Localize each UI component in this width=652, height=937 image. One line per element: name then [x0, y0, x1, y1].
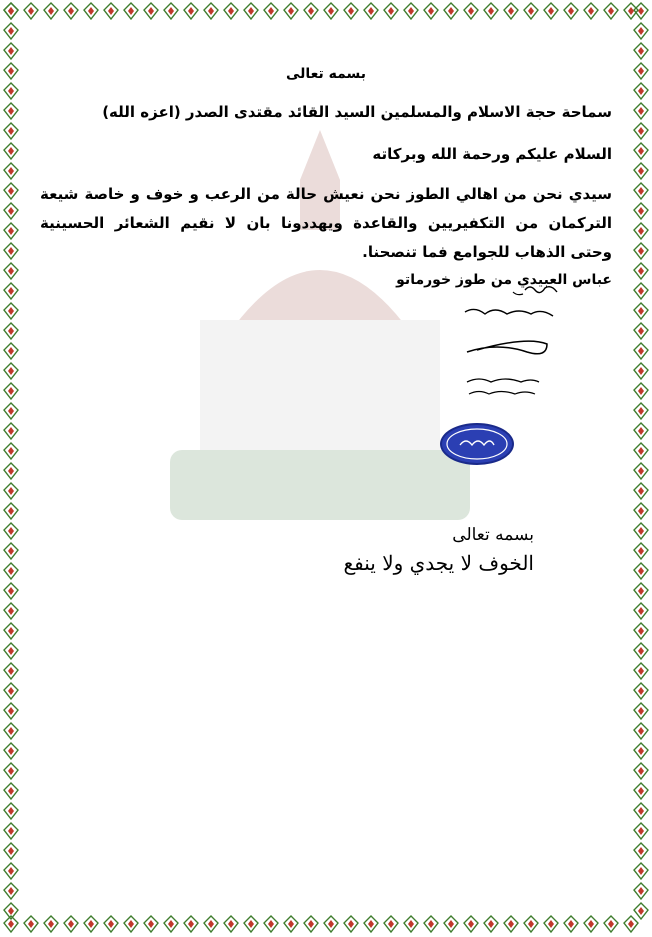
- border-ornament: [2, 302, 20, 320]
- border-ornament: [122, 915, 140, 933]
- border-ornament: [262, 2, 280, 20]
- border-ornament: [242, 2, 260, 20]
- border-ornament: [632, 402, 650, 420]
- border-ornament: [102, 2, 120, 20]
- border-ornament: [302, 915, 320, 933]
- addressee-line: سماحة حجة الاسلام والمسلمين السيد القائد مقتدى الصدر (اعزه الله): [102, 103, 612, 121]
- border-ornament: [582, 2, 600, 20]
- border-ornament: [632, 442, 650, 460]
- right-border: [630, 0, 652, 935]
- bottom-border: [0, 913, 652, 935]
- border-ornament: [2, 682, 20, 700]
- border-ornament: [142, 915, 160, 933]
- border-ornament: [2, 502, 20, 520]
- border-ornament: [242, 915, 260, 933]
- border-ornament: [282, 915, 300, 933]
- border-ornament: [322, 915, 340, 933]
- border-ornament: [2, 602, 20, 620]
- border-ornament: [2, 862, 20, 880]
- border-ornament: [2, 882, 20, 900]
- border-ornament: [632, 562, 650, 580]
- border-ornament: [42, 915, 60, 933]
- border-ornament: [2, 322, 20, 340]
- border-ornament: [632, 702, 650, 720]
- border-ornament: [602, 915, 620, 933]
- border-ornament: [632, 42, 650, 60]
- border-ornament: [2, 242, 20, 260]
- border-ornament: [522, 915, 540, 933]
- border-ornament: [382, 2, 400, 20]
- border-ornament: [632, 862, 650, 880]
- border-ornament: [582, 915, 600, 933]
- border-ornament: [2, 722, 20, 740]
- border-ornament: [632, 82, 650, 100]
- border-ornament: [632, 662, 650, 680]
- border-ornament: [2, 842, 20, 860]
- border-ornament: [2, 662, 20, 680]
- border-ornament: [82, 915, 100, 933]
- border-ornament: [632, 502, 650, 520]
- border-ornament: [2, 562, 20, 580]
- border-ornament: [622, 2, 640, 20]
- border-ornament: [462, 2, 480, 20]
- border-ornament: [2, 122, 20, 140]
- border-ornament: [202, 915, 220, 933]
- border-ornament: [2, 162, 20, 180]
- border-ornament: [102, 915, 120, 933]
- border-ornament: [632, 122, 650, 140]
- border-ornament: [502, 2, 520, 20]
- border-ornament: [632, 582, 650, 600]
- document-heading: بسمه تعالى: [285, 66, 367, 82]
- border-ornament: [632, 822, 650, 840]
- border-ornament: [342, 915, 360, 933]
- border-ornament: [632, 622, 650, 640]
- border-ornament: [222, 915, 240, 933]
- border-ornament: [632, 882, 650, 900]
- border-ornament: [42, 2, 60, 20]
- border-ornament: [482, 2, 500, 20]
- official-stamp: [440, 423, 514, 465]
- border-ornament: [302, 2, 320, 20]
- border-ornament: [632, 382, 650, 400]
- border-ornament: [362, 2, 380, 20]
- border-ornament: [542, 2, 560, 20]
- sender-signature: عباس العبيدي من طوز خورماتو: [396, 272, 612, 288]
- border-ornament: [632, 342, 650, 360]
- border-ornament: [632, 302, 650, 320]
- border-ornament: [462, 915, 480, 933]
- border-ornament: [2, 362, 20, 380]
- border-ornament: [2, 802, 20, 820]
- border-ornament: [2, 582, 20, 600]
- border-ornament: [342, 2, 360, 20]
- border-ornament: [2, 482, 20, 500]
- border-ornament: [632, 682, 650, 700]
- border-ornament: [22, 915, 40, 933]
- border-ornament: [632, 202, 650, 220]
- border-ornament: [632, 542, 650, 560]
- border-ornament: [142, 2, 160, 20]
- border-ornament: [632, 322, 650, 340]
- border-ornament: [632, 362, 650, 380]
- border-ornament: [632, 262, 650, 280]
- left-border: [0, 0, 22, 935]
- border-ornament: [442, 915, 460, 933]
- border-ornament: [2, 762, 20, 780]
- border-ornament: [2, 22, 20, 40]
- border-ornament: [2, 462, 20, 480]
- border-ornament: [632, 182, 650, 200]
- border-ornament: [2, 782, 20, 800]
- border-ornament: [622, 915, 640, 933]
- border-ornament: [22, 2, 40, 20]
- border-ornament: [122, 2, 140, 20]
- border-ornament: [282, 2, 300, 20]
- border-ornament: [632, 102, 650, 120]
- border-ornament: [2, 222, 20, 240]
- border-ornament: [2, 442, 20, 460]
- border-ornament: [222, 2, 240, 20]
- border-ornament: [82, 2, 100, 20]
- border-ornament: [632, 642, 650, 660]
- letter-body: سيدي نحن من اهالي الطوز نحن نعيش حالة من الرعب و خوف و خاصة شيعة التركمان من التكفيريين والقاعدة ويهددونا بان لا نقيم الشعائر الحسينية وحتى الذهاب للجوامع فما تنصحنا.: [40, 185, 612, 261]
- border-ornament: [632, 842, 650, 860]
- border-ornament: [562, 915, 580, 933]
- border-ornament: [402, 915, 420, 933]
- border-ornament: [2, 382, 20, 400]
- border-ornament: [2, 915, 20, 933]
- border-ornament: [632, 602, 650, 620]
- border-ornament: [2, 522, 20, 540]
- border-ornament: [2, 342, 20, 360]
- border-ornament: [442, 2, 460, 20]
- border-ornament: [382, 915, 400, 933]
- border-ornament: [632, 282, 650, 300]
- border-ornament: [522, 2, 540, 20]
- border-ornament: [542, 915, 560, 933]
- border-ornament: [602, 2, 620, 20]
- border-ornament: [2, 202, 20, 220]
- border-ornament: [2, 642, 20, 660]
- reply-text: الخوف لا يجدي ولا ينفع: [343, 551, 534, 575]
- border-ornament: [502, 915, 520, 933]
- greeting-line: السلام عليكم ورحمة الله وبركاته: [372, 145, 612, 163]
- border-ornament: [322, 2, 340, 20]
- border-ornament: [402, 2, 420, 20]
- border-ornament: [632, 462, 650, 480]
- border-ornament: [162, 2, 180, 20]
- border-ornament: [632, 762, 650, 780]
- border-ornament: [632, 722, 650, 740]
- border-ornament: [2, 262, 20, 280]
- border-ornament: [182, 2, 200, 20]
- border-ornament: [562, 2, 580, 20]
- border-ornament: [2, 742, 20, 760]
- border-ornament: [632, 482, 650, 500]
- border-ornament: [632, 222, 650, 240]
- border-ornament: [2, 702, 20, 720]
- border-ornament: [422, 915, 440, 933]
- border-ornament: [2, 82, 20, 100]
- border-ornament: [262, 915, 280, 933]
- border-ornament: [632, 422, 650, 440]
- border-ornament: [2, 2, 20, 20]
- border-ornament: [202, 2, 220, 20]
- border-ornament: [2, 42, 20, 60]
- border-ornament: [2, 822, 20, 840]
- handwritten-reply: [455, 282, 565, 402]
- top-border: [0, 0, 652, 22]
- border-ornament: [2, 402, 20, 420]
- border-ornament: [632, 142, 650, 160]
- border-ornament: [632, 802, 650, 820]
- border-ornament: [2, 102, 20, 120]
- border-ornament: [632, 782, 650, 800]
- border-ornament: [632, 522, 650, 540]
- border-ornament: [632, 162, 650, 180]
- border-ornament: [632, 742, 650, 760]
- border-ornament: [422, 2, 440, 20]
- border-ornament: [182, 915, 200, 933]
- border-ornament: [2, 422, 20, 440]
- border-ornament: [2, 622, 20, 640]
- border-ornament: [362, 915, 380, 933]
- border-ornament: [2, 182, 20, 200]
- border-ornament: [62, 2, 80, 20]
- reply-heading: بسمه تعالى: [452, 525, 534, 545]
- border-ornament: [2, 282, 20, 300]
- border-ornament: [162, 915, 180, 933]
- border-ornament: [482, 915, 500, 933]
- border-ornament: [62, 915, 80, 933]
- border-ornament: [632, 242, 650, 260]
- border-ornament: [2, 142, 20, 160]
- border-ornament: [632, 22, 650, 40]
- border-ornament: [2, 542, 20, 560]
